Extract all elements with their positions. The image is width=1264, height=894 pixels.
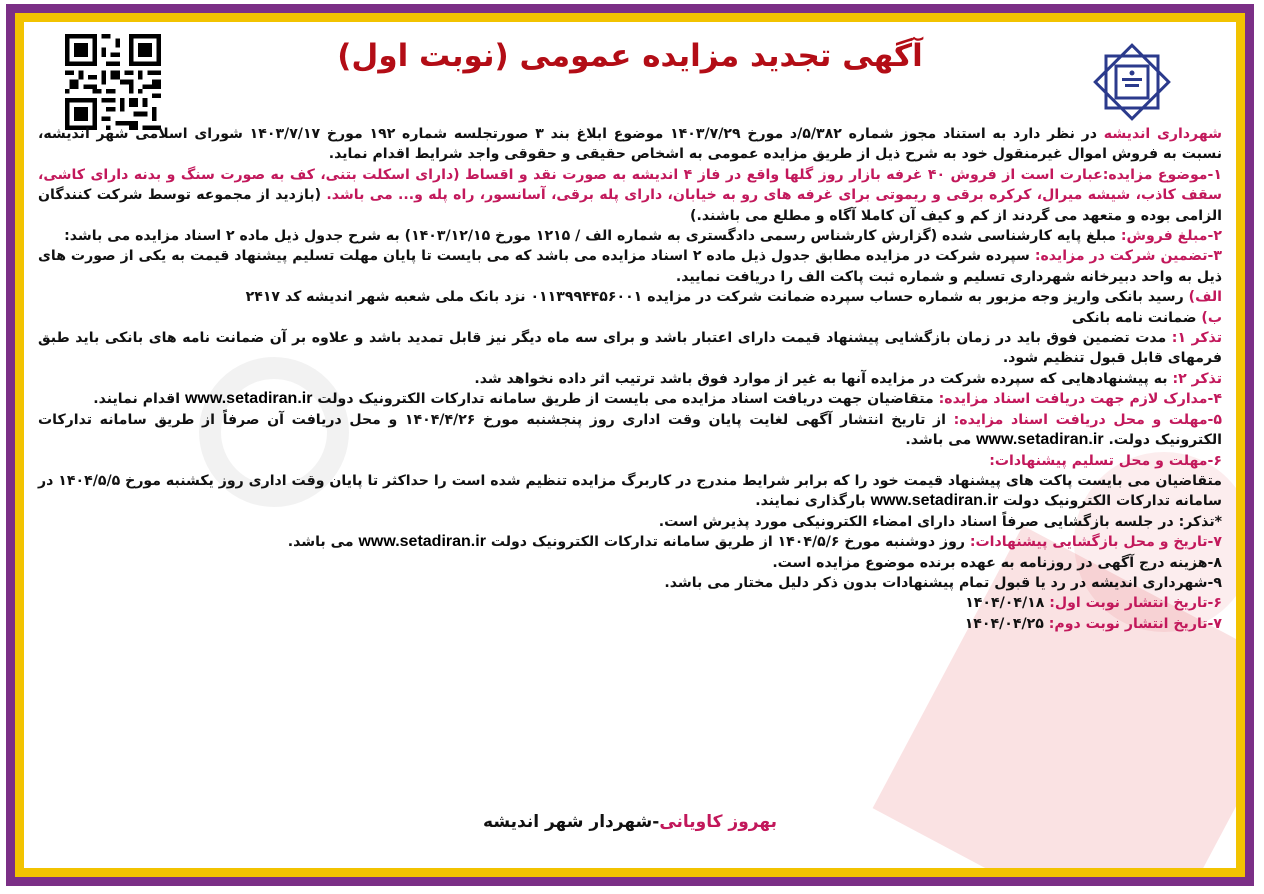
item-subject-key: ۱-موضوع مزایده: (1102, 166, 1222, 183)
signature-name: بهروز کاویانی (659, 812, 777, 832)
item-deposit-b-text: ضمانت نامه بانکی (1071, 309, 1202, 326)
note-2-key: تذکر ۲: (1172, 370, 1222, 387)
note-2-text: به پیشنهادهایی که سپرده شرکت در مزایده آنها به غیر از موارد فوق باشد ترتیب اثر داده نخواهد شد. (474, 370, 1173, 387)
publish-date-2-value: ۱۴۰۴/۰۴/۲۵ (964, 615, 1049, 632)
item-opening-key: ۷-تاریخ و محل بازگشایی پیشنهادات: (969, 534, 1222, 551)
intro-text: در نظر دارد به استناد مجوز شماره ۵/۳۸۲/د مورخ ۱۴۰۳/۷/۲۹ موضوع ابلاغ بند ۳ صورتجلسه شماره ۱۹۲ مورخ ۱۴۰۳/۷/۱۷ شورای اسلامی شهر اندیشه، نسبت به فروش اموال غیرمنقول خود به شرح ذیل از طریق مزایده عمومی به اشخاص حقیقی و حقوقی واجد شرایط اقدام نماید. (38, 126, 1222, 163)
item-deposit-a-key: الف) (1188, 289, 1222, 306)
item-documents-text2: اقدام نمایند. (93, 391, 185, 408)
item-subject-highlight: عبارت است از فروش ۴۰ غرفه بازار روز گلها واقع در فاز ۴ اندیشه به صورت نقد و اقساط (دارای اسکلت بتنی، کف به صورت سنگ و بدنه دارای کاشی، سقف کاذب، شیشه میرال، کرکره برقی و ریموتی برای غرفه های رو به خیابان، دارای پله برقی، آسانسور، راه پله و... می باشد. (38, 166, 1223, 204)
publish-date-2 (38, 614, 1222, 634)
announcement-title: آگهی تجدید مزایده عمومی (نوبت اول) (337, 38, 923, 74)
publish-date-1-value: ۱۴۰۴/۰۴/۱۸ (965, 595, 1050, 612)
announcement-body (38, 124, 1222, 634)
note-1-text: مدت تضمین فوق باید در زمان بازگشایی پیشنهاد قیمت دارای اعتبار باشد و برای سه ماه دیگر نیز قابل تمدید باشد و علاوه بر آن ضمانت نامه های بانکی باید طبق فرمهای قابل قبول تنظیم شود. (38, 330, 1222, 367)
note-1-key: تذکر ۱: (1171, 330, 1222, 347)
setadiran-link[interactable]: www.setadiran.ir (870, 492, 999, 510)
item-deadline-text2: می باشد. (905, 432, 977, 449)
note-1 (38, 328, 1222, 369)
item-deposit (38, 246, 1222, 287)
item-subject (38, 165, 1222, 226)
setadiran-link[interactable]: www.setadiran.ir (358, 533, 486, 551)
announcement-paper (24, 22, 1236, 868)
item-deadline (38, 410, 1222, 451)
item-deadline-text: از تاریخ انتشار آگهی لغایت پایان وقت اداری روز پنجشنبه مورخ ۱۴۰۴/۴/۲۶ و محل دریافت آن صرفاً از طریق سامانه تدارکات الکترونیک دولت. (38, 411, 1222, 449)
qr-code-icon (64, 34, 162, 130)
item-price (38, 226, 1222, 246)
item-submission-key: ۶-مهلت و محل تسلیم پیشنهادات: (989, 452, 1222, 469)
item-opening-text2: می باشد. (287, 534, 359, 551)
item-price-key: ۲-مبلغ فروش: (1120, 228, 1222, 245)
item-submission-key-line (38, 451, 1222, 471)
item-opening (38, 532, 1222, 552)
item-deposit-text: سپرده شرکت در مزایده مطابق جدول ذیل ماده ۲ اسناد مزایده می باشد که می بایست تا پایان مهلت تسلیم پیشنهاد قیمت به یکی از صورت های ذیل به واحد دبیرخانه شهرداری تسلیم و شماره ثبت پاکت الف را دریافت نمایید. (38, 248, 1222, 285)
municipality-logo-icon (1092, 42, 1172, 122)
publish-date-1-key: ۶-تاریخ انتشار نوبت اول: (1049, 595, 1222, 612)
item-submission-text2: بارگذاری نمایند. (755, 493, 871, 510)
item-deposit-b (38, 308, 1222, 328)
setadiran-link[interactable]: www.setadiran.ir (976, 431, 1104, 449)
item-price-text: مبلغ پایه کارشناسی شده (گزارش کارشناس رسمی دادگستری به شماره الف / ۱۲۱۵ مورخ ۱۴۰۳/۱۲/۱۵) به شرح جدول ذیل ماده ۲ اسناد مزایده می باشد: (64, 228, 1121, 245)
signature-role: -شهردار شهر اندیشه (483, 812, 660, 832)
note-3: *تذکر: در جلسه بازگشایی صرفاً اسناد دارای امضاء الکترونیکی مورد پذیرش است. (658, 513, 1222, 530)
item-deposit-key: ۳-تضمین شرکت در مزایده: (1034, 248, 1223, 265)
item-subject-text: (بازدید از مجموعه توسط شرکت کنندگان الزامی بوده و متعهد می گردند از کم و کیف آن کاملا آگاه و مطلع می باشند.) (38, 187, 1222, 224)
note-2 (38, 369, 1222, 389)
item-opening-text: روز دوشنبه مورخ ۱۴۰۴/۵/۶ از طریق سامانه تدارکات الکترونیک دولت (485, 534, 970, 551)
item-documents-text: متقاضیان جهت دریافت اسناد مزایده می بایست از طریق سامانه تدارکات الکترونیک دولت (312, 391, 939, 408)
item-rights: ۹-شهرداری اندیشه در رد یا قبول تمام پیشنهادات بدون ذکر دلیل مختار می باشد. (664, 574, 1222, 591)
item-documents-key: ۴-مدارک لازم جهت دریافت اسناد مزایده: (938, 391, 1222, 408)
setadiran-link[interactable]: www.setadiran.ir (184, 390, 313, 408)
item-deposit-a-text: رسید بانکی واریز وجه مزبور به شماره حساب سپرده ضمانت شرکت در مزایده ۰۱۱۳۹۹۴۴۵۶۰۰۱ نزد بانک ملی شعبه شهر اندیشه کد ۲۴۱۷ (245, 289, 1189, 306)
item-deposit-a (38, 287, 1222, 307)
intro-paragraph (38, 124, 1222, 165)
publish-date-1 (38, 593, 1222, 613)
publish-date-2-key: ۷-تاریخ انتشار نوبت دوم: (1048, 615, 1222, 632)
item-deadline-key: ۵-مهلت و محل دریافت اسناد مزایده: (953, 411, 1223, 428)
item-submission-text: متقاضیان می بایست پاکت های پیشنهاد قیمت خود را که برابر شرایط مندرج در کاربرگ مزایده تنظیم شده است را حداکثر تا پایان وقت اداری روز یکشنبه مورخ ۱۴۰۴/۵/۵ در سامانه تدارکات الکترونیک دولت (38, 472, 1222, 510)
item-documents (38, 389, 1222, 409)
municipality-name: شهرداری اندیشه (1103, 126, 1222, 142)
signature (324, 812, 936, 832)
item-submission (38, 471, 1222, 512)
item-deposit-b-key: ب) (1201, 309, 1222, 326)
item-cost: ۸-هزینه درج آگهی در روزنامه به عهده برنده موضوع مزایده است. (772, 554, 1222, 571)
